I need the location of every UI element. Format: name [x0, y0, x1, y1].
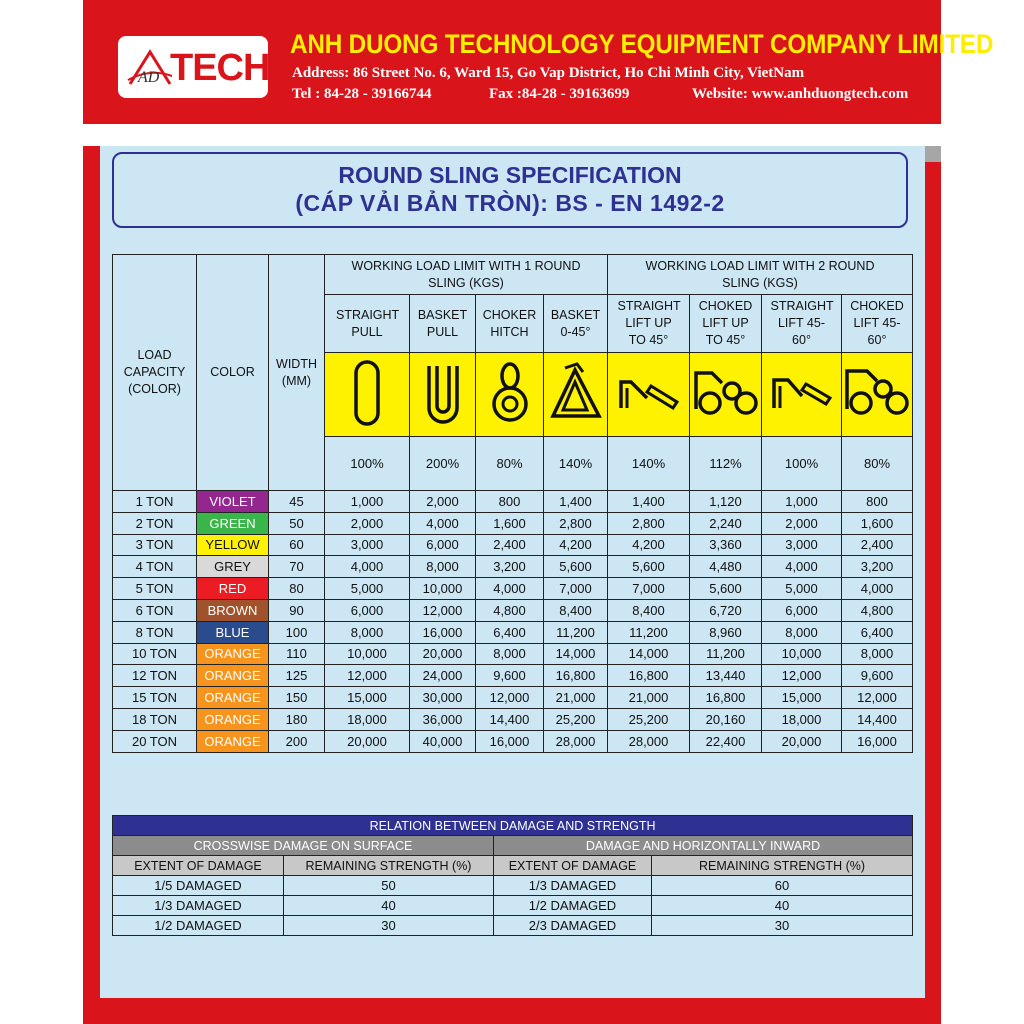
table-row: [113, 687, 913, 709]
working-load-cell: 800: [476, 491, 544, 513]
mode-icon-cell: [842, 353, 913, 437]
working-load-cell: 1,400: [544, 491, 608, 513]
mode-percentage: 80%: [842, 437, 913, 491]
working-load-cell: 3,200: [842, 556, 913, 578]
table-row: [113, 512, 913, 534]
straight-lift-45-icon: [608, 368, 689, 421]
working-load-cell: 18,000: [762, 708, 842, 730]
svg-text:AD: AD: [138, 69, 160, 86]
working-load-cell: 36,000: [410, 708, 476, 730]
working-load-cell: 8,400: [608, 599, 690, 621]
company-website[interactable]: Website: www.anhduongtech.com: [692, 86, 909, 102]
logo-ad-mark-icon: [126, 46, 174, 90]
working-load-cell: 1,600: [842, 512, 913, 534]
working-load-cell: 12,000: [842, 687, 913, 709]
working-load-cell: 4,800: [842, 599, 913, 621]
choked-lift-45-icon: [690, 365, 761, 424]
working-load-cell: 2,400: [476, 534, 544, 556]
damage-extent-cell: 1/2 DAMAGED: [113, 916, 284, 936]
working-load-cell: 20,000: [762, 730, 842, 752]
working-load-cell: 8,400: [544, 599, 608, 621]
mode-icon-cell: [544, 353, 608, 437]
basket-angle-icon: [544, 358, 607, 431]
working-load-cell: 14,000: [544, 643, 608, 665]
working-load-cell: 21,000: [544, 687, 608, 709]
working-load-cell: 20,160: [690, 708, 762, 730]
working-load-cell: 4,200: [608, 534, 690, 556]
header-width: WIDTH (MM): [269, 255, 325, 491]
width-cell: 110: [269, 643, 325, 665]
load-capacity-cell: 3 TON: [113, 534, 197, 556]
working-load-cell: 16,800: [608, 665, 690, 687]
company-address: Address: 86 Street No. 6, Ward 15, Go Vap District, Ho Chi Minh City, VietNam: [292, 65, 805, 81]
spec-subtitle: (CÁP VẢI BẢN TRÒN): BS - EN 1492-2: [295, 190, 725, 216]
working-load-cell: 13,440: [690, 665, 762, 687]
working-load-cell: 3,000: [762, 534, 842, 556]
load-capacity-cell: 4 TON: [113, 556, 197, 578]
working-load-cell: 16,800: [544, 665, 608, 687]
header-two-slings: WORKING LOAD LIMIT WITH 2 ROUND SLING (KGS): [608, 255, 913, 295]
mode-label: STRAIGHT LIFT UP TO 45°: [608, 295, 690, 353]
mode-percentage: 200%: [410, 437, 476, 491]
working-load-cell: 12,000: [762, 665, 842, 687]
working-load-cell: 3,000: [325, 534, 410, 556]
working-load-cell: 1,120: [690, 491, 762, 513]
working-load-cell: 6,000: [762, 599, 842, 621]
working-load-cell: 16,000: [842, 730, 913, 752]
remaining-strength-cell: 40: [652, 896, 913, 916]
mode-icon-cell: [476, 353, 544, 437]
damage-strength-table: [112, 815, 913, 936]
working-load-cell: 30,000: [410, 687, 476, 709]
working-load-cell: 5,000: [325, 578, 410, 600]
load-capacity-cell: 10 TON: [113, 643, 197, 665]
working-load-cell: 12,000: [410, 599, 476, 621]
working-load-cell: 9,600: [842, 665, 913, 687]
working-load-cell: 28,000: [608, 730, 690, 752]
working-load-cell: 5,000: [762, 578, 842, 600]
working-load-cell: 3,200: [476, 556, 544, 578]
width-cell: 80: [269, 578, 325, 600]
working-load-cell: 9,600: [476, 665, 544, 687]
working-load-cell: 4,000: [476, 578, 544, 600]
table-row: [113, 730, 913, 752]
table-row: [113, 916, 913, 936]
working-load-cell: 8,000: [476, 643, 544, 665]
working-load-cell: 22,400: [690, 730, 762, 752]
load-capacity-cell: 18 TON: [113, 708, 197, 730]
working-load-cell: 11,200: [544, 621, 608, 643]
company-fax: Fax :84-28 - 39163699: [489, 86, 630, 102]
working-load-cell: 40,000: [410, 730, 476, 752]
working-load-cell: 1,400: [608, 491, 690, 513]
right-remaining-header: REMAINING STRENGTH (%): [652, 856, 913, 876]
table-row: [113, 665, 913, 687]
sling-color-cell: RED: [197, 578, 269, 600]
working-load-cell: 21,000: [608, 687, 690, 709]
mode-percentage: 140%: [608, 437, 690, 491]
choker-hitch-icon: [476, 358, 543, 431]
working-load-cell: 16,000: [410, 621, 476, 643]
working-load-cell: 12,000: [325, 665, 410, 687]
mode-icon-cell: [690, 353, 762, 437]
load-capacity-cell: 1 TON: [113, 491, 197, 513]
header-load-capacity: LOAD CAPACITY (COLOR): [113, 255, 197, 491]
working-load-cell: 15,000: [325, 687, 410, 709]
sling-color-cell: ORANGE: [197, 687, 269, 709]
mode-label: CHOKER HITCH: [476, 295, 544, 353]
width-cell: 60: [269, 534, 325, 556]
load-capacity-cell: 20 TON: [113, 730, 197, 752]
mode-icon-cell: [608, 353, 690, 437]
remaining-strength-cell: 30: [652, 916, 913, 936]
working-load-cell: 1,600: [476, 512, 544, 534]
working-load-cell: 5,600: [690, 578, 762, 600]
load-capacity-cell: 2 TON: [113, 512, 197, 534]
sling-color-cell: GREY: [197, 556, 269, 578]
working-load-cell: 8,000: [842, 643, 913, 665]
mode-label: BASKET 0-45°: [544, 295, 608, 353]
working-load-cell: 4,000: [410, 512, 476, 534]
working-load-cell: 2,000: [325, 512, 410, 534]
working-load-cell: 14,400: [476, 708, 544, 730]
table-row: [113, 578, 913, 600]
corner-shade: [925, 146, 941, 162]
company-logo: [118, 36, 268, 98]
choked-lift-60-icon: [842, 365, 912, 424]
company-name: ANH DUONG TECHNOLOGY EQUIPMENT COMPANY LIMITED: [290, 29, 994, 59]
working-load-cell: 6,000: [410, 534, 476, 556]
table-row: [113, 491, 913, 513]
working-load-cell: 15,000: [762, 687, 842, 709]
damage-extent-cell: 2/3 DAMAGED: [494, 916, 652, 936]
working-load-cell: 16,000: [476, 730, 544, 752]
working-load-cell: 4,480: [690, 556, 762, 578]
table-row: [113, 621, 913, 643]
working-load-cell: 2,240: [690, 512, 762, 534]
working-load-cell: 10,000: [410, 578, 476, 600]
mode-icon-cell: [410, 353, 476, 437]
left-remaining-header: REMAINING STRENGTH (%): [284, 856, 494, 876]
working-load-cell: 14,400: [842, 708, 913, 730]
working-load-cell: 7,000: [544, 578, 608, 600]
load-capacity-cell: 6 TON: [113, 599, 197, 621]
sling-color-cell: ORANGE: [197, 643, 269, 665]
working-load-cell: 20,000: [410, 643, 476, 665]
working-load-cell: 8,000: [410, 556, 476, 578]
remaining-strength-cell: 30: [284, 916, 494, 936]
table-row: [113, 599, 913, 621]
width-cell: 150: [269, 687, 325, 709]
width-cell: 125: [269, 665, 325, 687]
sling-color-cell: BROWN: [197, 599, 269, 621]
working-load-cell: 14,000: [608, 643, 690, 665]
spec-title: ROUND SLING SPECIFICATION: [338, 162, 682, 188]
working-load-cell: 4,000: [762, 556, 842, 578]
table-row: [113, 896, 913, 916]
company-tel: Tel : 84-28 - 39166744: [292, 86, 432, 102]
sling-color-cell: BLUE: [197, 621, 269, 643]
working-load-cell: 7,000: [608, 578, 690, 600]
mode-icon-cell: [762, 353, 842, 437]
mode-label: CHOKED LIFT 45-60°: [842, 295, 913, 353]
mode-percentage: 80%: [476, 437, 544, 491]
crosswise-damage-title: CROSSWISE DAMAGE ON SURFACE: [113, 836, 494, 856]
basket-pull-icon: [410, 358, 475, 431]
load-capacity-cell: 8 TON: [113, 621, 197, 643]
load-capacity-cell: 12 TON: [113, 665, 197, 687]
working-load-cell: 25,200: [608, 708, 690, 730]
working-load-cell: 20,000: [325, 730, 410, 752]
working-load-cell: 12,000: [476, 687, 544, 709]
working-load-cell: 6,400: [476, 621, 544, 643]
width-cell: 50: [269, 512, 325, 534]
working-load-cell: 4,200: [544, 534, 608, 556]
damage-table-title: RELATION BETWEEN DAMAGE AND STRENGTH: [113, 816, 913, 836]
working-load-cell: 5,600: [544, 556, 608, 578]
header-color: COLOR: [197, 255, 269, 491]
width-cell: 100: [269, 621, 325, 643]
working-load-cell: 800: [842, 491, 913, 513]
width-cell: 90: [269, 599, 325, 621]
mode-percentage: 140%: [544, 437, 608, 491]
working-load-cell: 8,960: [690, 621, 762, 643]
mode-label: STRAIGHT LIFT 45-60°: [762, 295, 842, 353]
sling-spec-table: [112, 254, 913, 753]
width-cell: 70: [269, 556, 325, 578]
width-cell: 200: [269, 730, 325, 752]
working-load-cell: 10,000: [325, 643, 410, 665]
load-capacity-cell: 5 TON: [113, 578, 197, 600]
mode-label: CHOKED LIFT UP TO 45°: [690, 295, 762, 353]
damage-extent-cell: 1/2 DAMAGED: [494, 896, 652, 916]
sling-color-cell: YELLOW: [197, 534, 269, 556]
working-load-cell: 4,800: [476, 599, 544, 621]
working-load-cell: 2,800: [608, 512, 690, 534]
working-load-cell: 4,000: [842, 578, 913, 600]
working-load-cell: 16,800: [690, 687, 762, 709]
remaining-strength-cell: 40: [284, 896, 494, 916]
table-row: [113, 643, 913, 665]
table-row: [113, 534, 913, 556]
load-capacity-cell: 15 TON: [113, 687, 197, 709]
working-load-cell: 11,200: [608, 621, 690, 643]
logo-text: TECH: [170, 47, 270, 89]
mode-percentage: 100%: [762, 437, 842, 491]
working-load-cell: 11,200: [690, 643, 762, 665]
header-one-sling: WORKING LOAD LIMIT WITH 1 ROUND SLING (KGS): [325, 255, 608, 295]
right-extent-header: EXTENT OF DAMAGE: [494, 856, 652, 876]
working-load-cell: 6,400: [842, 621, 913, 643]
working-load-cell: 18,000: [325, 708, 410, 730]
working-load-cell: 2,000: [762, 512, 842, 534]
mode-label: BASKET PULL: [410, 295, 476, 353]
working-load-cell: 28,000: [544, 730, 608, 752]
straight-pull-icon: [325, 358, 409, 431]
sling-color-cell: ORANGE: [197, 665, 269, 687]
working-load-cell: 4,000: [325, 556, 410, 578]
left-extent-header: EXTENT OF DAMAGE: [113, 856, 284, 876]
table-row: [113, 556, 913, 578]
working-load-cell: 2,800: [544, 512, 608, 534]
width-cell: 45: [269, 491, 325, 513]
working-load-cell: 24,000: [410, 665, 476, 687]
mode-percentage: 112%: [690, 437, 762, 491]
remaining-strength-cell: 60: [652, 876, 913, 896]
working-load-cell: 5,600: [608, 556, 690, 578]
straight-lift-60-icon: [762, 368, 841, 421]
working-load-cell: 3,360: [690, 534, 762, 556]
mode-icon-cell: [325, 353, 410, 437]
working-load-cell: 1,000: [762, 491, 842, 513]
header-divider: [83, 124, 941, 146]
sling-color-cell: ORANGE: [197, 708, 269, 730]
working-load-cell: 2,400: [842, 534, 913, 556]
working-load-cell: 25,200: [544, 708, 608, 730]
remaining-strength-cell: 50: [284, 876, 494, 896]
spec-title-box: [112, 152, 908, 228]
working-load-cell: 6,000: [325, 599, 410, 621]
working-load-cell: 8,000: [762, 621, 842, 643]
sling-color-cell: GREEN: [197, 512, 269, 534]
working-load-cell: 10,000: [762, 643, 842, 665]
mode-percentage: 100%: [325, 437, 410, 491]
working-load-cell: 2,000: [410, 491, 476, 513]
width-cell: 180: [269, 708, 325, 730]
working-load-cell: 8,000: [325, 621, 410, 643]
table-row: [113, 876, 913, 896]
mode-label: STRAIGHT PULL: [325, 295, 410, 353]
inward-damage-title: DAMAGE AND HORIZONTALLY INWARD: [494, 836, 913, 856]
table-row: [113, 708, 913, 730]
damage-extent-cell: 1/5 DAMAGED: [113, 876, 284, 896]
damage-extent-cell: 1/3 DAMAGED: [113, 896, 284, 916]
working-load-cell: 6,720: [690, 599, 762, 621]
damage-extent-cell: 1/3 DAMAGED: [494, 876, 652, 896]
sling-color-cell: ORANGE: [197, 730, 269, 752]
sling-color-cell: VIOLET: [197, 491, 269, 513]
working-load-cell: 1,000: [325, 491, 410, 513]
